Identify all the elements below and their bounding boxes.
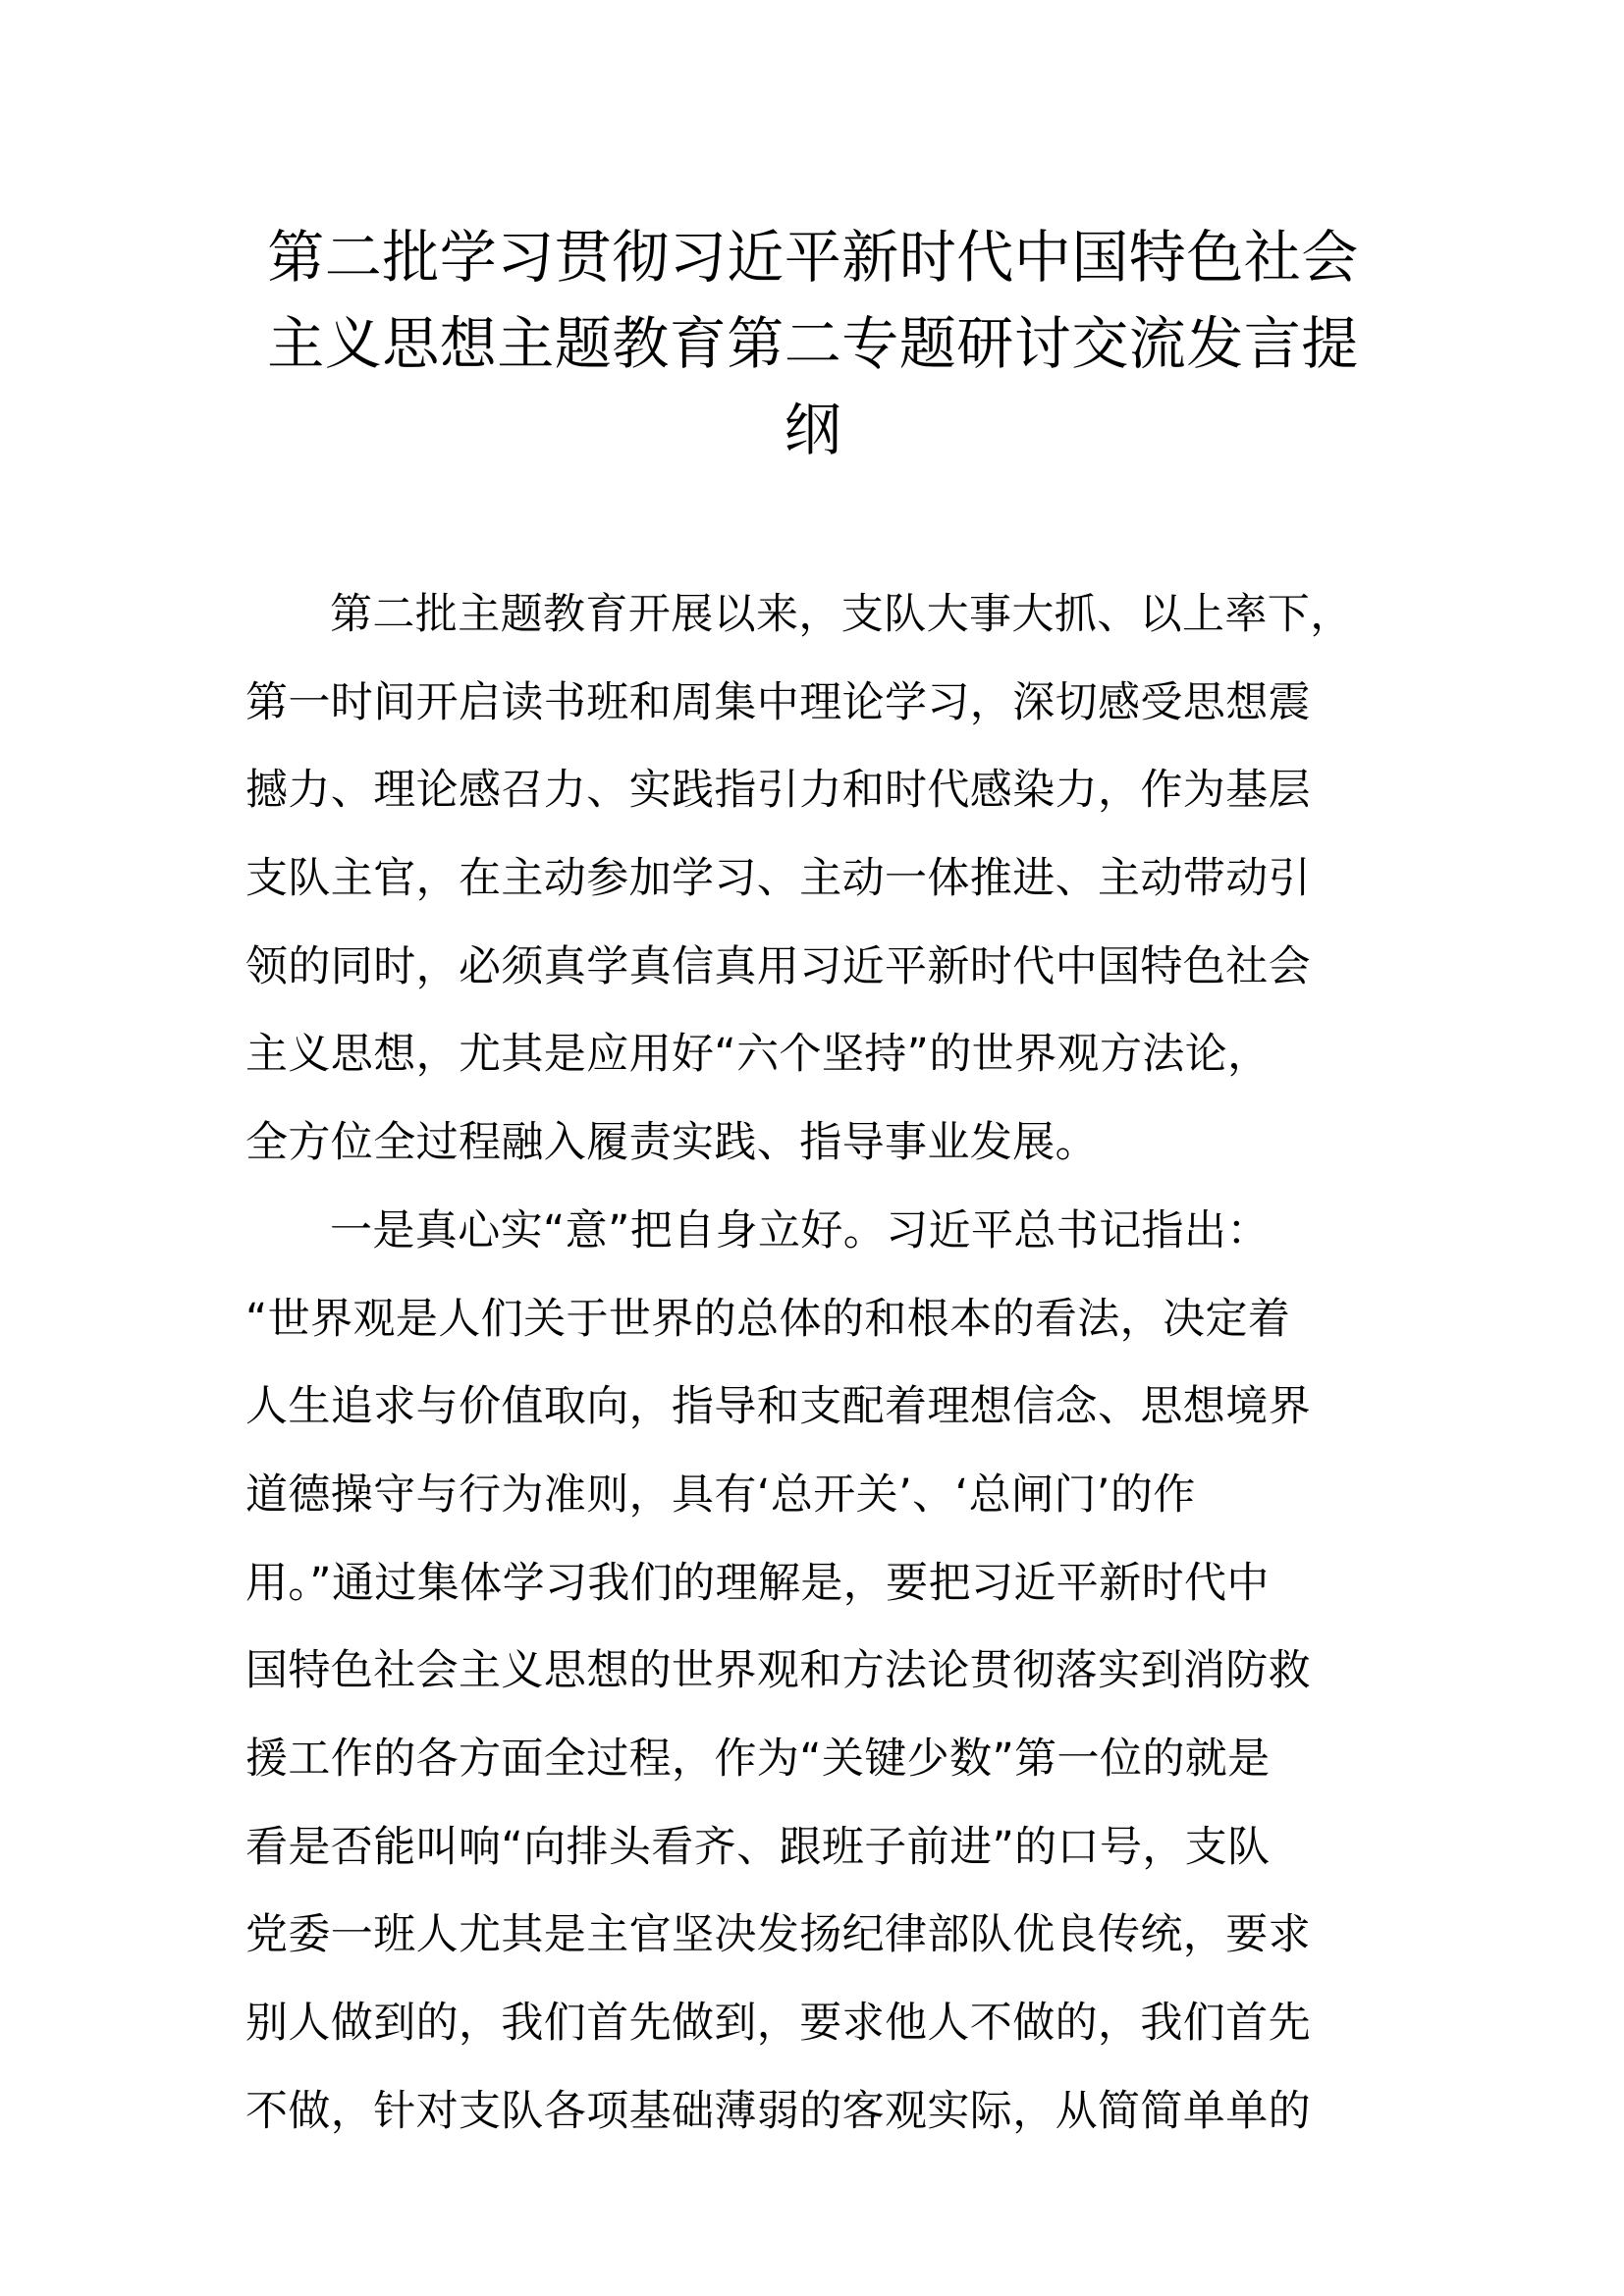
paragraph-2-line: 国特色社会主义思想的世界观和方法论贯彻落实到消防救 — [245, 1646, 1311, 1696]
paragraph-2-line: 别人做到的，我们首先做到，要求他人不做的，我们首先 — [245, 1999, 1311, 2048]
paragraph-1-line: 领的同时，必须真学真信真用习近平新时代中国特色社会 — [245, 941, 1311, 991]
title-line: 主义思想主题教育第二专题研讨交流发言提 — [267, 310, 1359, 377]
paragraph-2-line: 看是否能叫响“向排头看齐、跟班子前进”的口号，支队 — [245, 1822, 1271, 1872]
paragraph-1-line: 第一时间开启读书班和周集中理论学习，深切感受思想震 — [245, 677, 1311, 727]
paragraph-2-line: 道德操守与行为准则，具有‘总开关’、‘总闸门’的作 — [245, 1469, 1196, 1520]
paragraph-1-line: 支队主官，在主动参加学习、主动一体推进、主动带动引 — [245, 854, 1311, 904]
paragraph-2-line: 一是真心实“意”把自身立好。习近平总书记指出： — [330, 1205, 1270, 1255]
paragraph-1-line: 第二批主题教育开展以来，支队大事大抓、以上率下， — [330, 590, 1353, 639]
document-title — [236, 214, 1390, 473]
paragraph-2-line: 援工作的各方面全过程，作为“关键少数”第一位的就是 — [245, 1734, 1271, 1784]
document-body — [245, 571, 1404, 2156]
title-line: 纲 — [784, 397, 842, 463]
title-line: 第二批学习贯彻习近平新时代中国特色社会 — [267, 224, 1359, 291]
paragraph-1-line: 撼力、理论感召力、实践指引力和时代感染力，作为基层 — [245, 766, 1311, 816]
paragraph-1-line: 主义思想，尤其是应用好“六个坚持”的世界观方法论， — [245, 1030, 1271, 1080]
paragraph-2-line: 人生追求与价值取向，指导和支配着理想信念、思想境界 — [245, 1382, 1311, 1432]
paragraph-2-line: 党委一班人尤其是主官坚决发扬纪律部队优良传统，要求 — [245, 1910, 1311, 1960]
paragraph-2-line: “世界观是人们关于世界的总体的和根本的看法，决定着 — [245, 1294, 1291, 1344]
paragraph-2-line: 不做，针对支队各项基础薄弱的客观实际，从简简单单的 — [245, 2086, 1311, 2136]
paragraph-1-line: 全方位全过程融入履责实践、指导事业发展。 — [245, 1118, 1098, 1168]
paragraph-2-line: 用。”通过集体学习我们的理解是，要把习近平新时代中 — [245, 1558, 1270, 1608]
